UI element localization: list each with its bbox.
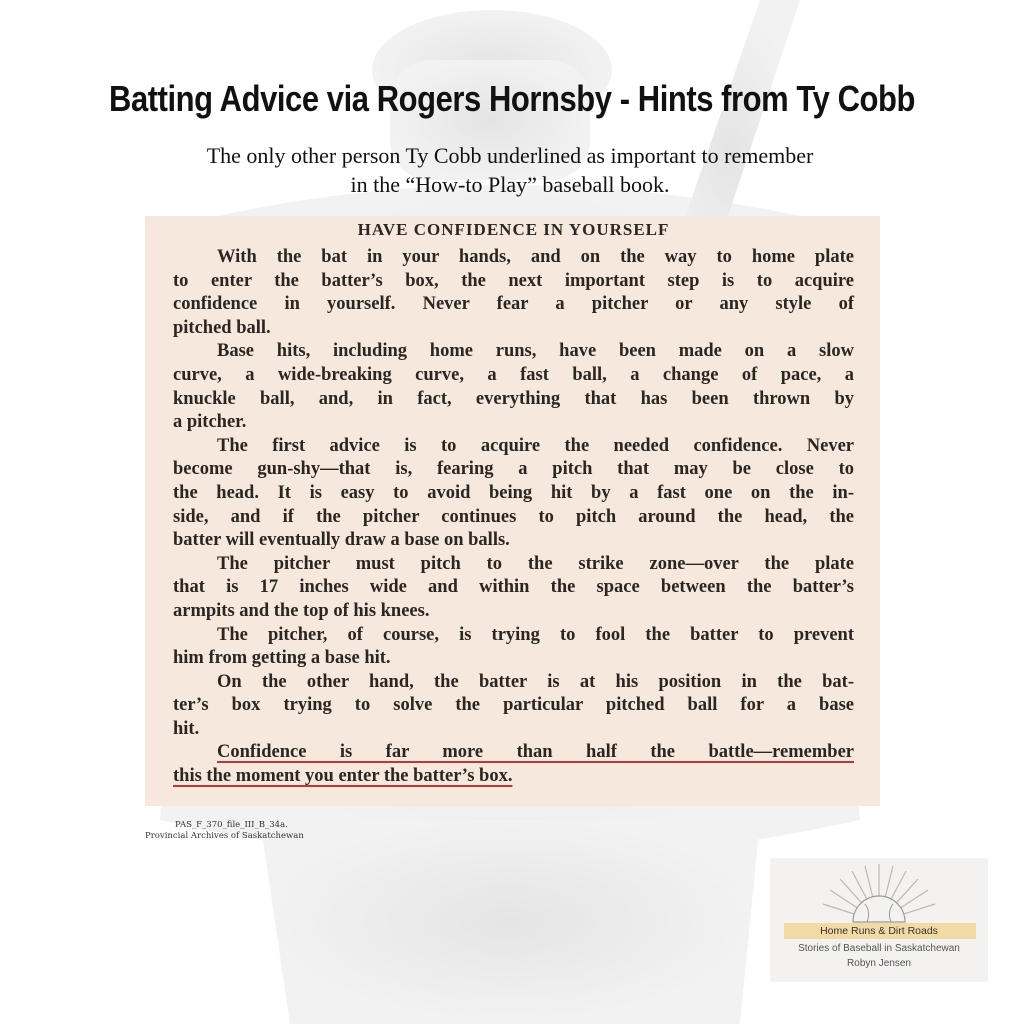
article-line: On the other hand, the batter is at his position in the bat- bbox=[217, 671, 854, 692]
logo-author: Robyn Jensen bbox=[847, 958, 911, 969]
article-line: curve, a wide-breaking curve, a fast ball, a change of pace, a bbox=[173, 364, 854, 385]
article-line: The pitcher must pitch to the strike zone—over the plate bbox=[217, 553, 854, 574]
article-line: armpits and the top of his knees. bbox=[173, 600, 430, 621]
article-line: knuckle ball, and, in fact, everything that has been thrown by bbox=[173, 388, 854, 409]
article-line: that is 17 inches wide and within the space between the batter’s bbox=[173, 577, 854, 598]
underlined-line: Confidence is far more than half the battle—remember bbox=[217, 742, 854, 763]
article-line: side, and if the pitcher continues to pitch around the head, the bbox=[173, 506, 854, 527]
article-line: ter’s box trying to solve the particular pitched ball for a base bbox=[173, 695, 854, 716]
article-line: The first advice is to acquire the needed confidence. Never bbox=[217, 435, 854, 456]
article-line: With the bat in your hands, and on the way to home plate bbox=[217, 247, 854, 267]
article-line: Base hits, including home runs, have been made on a slow bbox=[217, 341, 854, 362]
article-line: batter will eventually draw a base on balls. bbox=[173, 530, 510, 551]
article-line: hit. bbox=[173, 718, 200, 739]
brand-logo bbox=[770, 858, 988, 982]
article-line: a pitcher. bbox=[173, 412, 247, 433]
logo-tagline: Stories of Baseball in Saskatchewan bbox=[798, 943, 960, 954]
page-subtitle bbox=[110, 141, 910, 199]
newspaper-clipping bbox=[145, 216, 880, 806]
subtitle-line-1: The only other person Ty Cobb underlined as important to remember bbox=[206, 143, 814, 168]
underlined-line: this the moment you enter the batter’s box. bbox=[173, 766, 513, 787]
clipping-heading: HAVE CONFIDENCE IN YOURSELF bbox=[357, 220, 670, 239]
archive-credit bbox=[145, 820, 304, 842]
subtitle-line-2: in the “How-to Play” baseball book. bbox=[350, 172, 670, 197]
article-line: become gun-shy—that is, fearing a pitch that may be close to bbox=[173, 459, 854, 480]
logo-name: Home Runs & Dirt Roads bbox=[820, 925, 938, 937]
credit-archive: Provincial Archives of Saskatchewan bbox=[145, 831, 304, 841]
article-line: to enter the batter’s box, the next important step is to acquire bbox=[173, 270, 854, 291]
page-title: Batting Advice via Rogers Hornsby - Hints from Ty Cobb bbox=[109, 78, 915, 119]
credit-file-ref: PAS_F_370_file_III_B_34a. bbox=[175, 820, 288, 830]
article-line: The pitcher, of course, is trying to fool the batter to prevent bbox=[217, 624, 854, 645]
article-line: confidence in yourself. Never fear a pitcher or any style of bbox=[173, 294, 854, 315]
article-line: pitched ball. bbox=[173, 317, 271, 338]
sunrise-baseball-icon bbox=[819, 860, 939, 926]
article-line: him from getting a base hit. bbox=[173, 648, 391, 669]
article-line: the head. It is easy to avoid being hit by a fast one on the in- bbox=[173, 482, 854, 503]
